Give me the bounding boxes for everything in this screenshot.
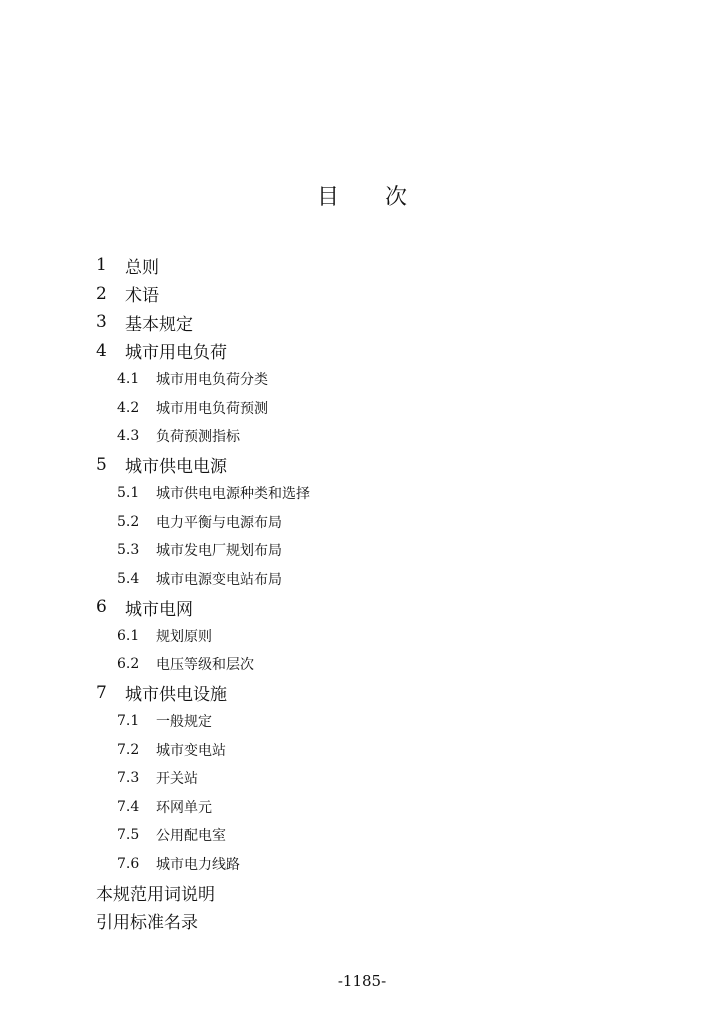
toc-entry-number: 7.3: [117, 770, 140, 787]
page-title-left: 目: [316, 185, 339, 210]
toc-entry-label: 本规范用词说明: [96, 884, 215, 905]
toc-entry-section[interactable]: [0, 479, 724, 508]
toc-entry-label: 城市供电电源种类和选择: [156, 486, 310, 503]
toc-entry-section[interactable]: [0, 650, 724, 679]
toc-entry-label: 城市供电设施: [125, 685, 227, 706]
toc-entry-number: 5: [96, 454, 107, 475]
toc-entry-chapter[interactable]: [0, 308, 724, 337]
toc-entry-chapter[interactable]: [0, 593, 724, 622]
toc-entry-number: 5.4: [117, 570, 140, 587]
toc-entry-number: 2: [96, 283, 107, 304]
toc-entry-number: 7: [96, 682, 107, 703]
toc-entry-label: 城市变电站: [156, 742, 226, 759]
page-number: -1185-: [337, 972, 387, 990]
toc-entry-number: 4.3: [117, 428, 140, 445]
toc-entry-number: 7.6: [117, 855, 140, 872]
toc-entry-number: 7.1: [117, 713, 140, 730]
toc-entry-label: 一般规定: [156, 714, 212, 731]
toc-entry-section[interactable]: [0, 394, 724, 423]
toc-entry-number: 4.2: [117, 399, 140, 416]
toc-entry-chapter[interactable]: [0, 251, 724, 280]
toc-entry-label: 规划原则: [156, 628, 212, 645]
toc-entry-label: 电力平衡与电源布局: [156, 514, 282, 531]
toc-entry-number: 5.1: [117, 485, 140, 502]
toc-entry-label: 公用配电室: [156, 828, 226, 845]
toc-entry-label: 城市电力线路: [156, 856, 240, 873]
toc-entry-number: 4.1: [117, 371, 140, 388]
toc-entry-chapter[interactable]: [0, 679, 724, 708]
toc-entry-number: 5.3: [117, 542, 140, 559]
toc-entry-label: 开关站: [156, 771, 198, 788]
toc-entry-appendix[interactable]: [0, 878, 724, 907]
toc-entry-section[interactable]: [0, 793, 724, 822]
toc-entry-section[interactable]: [0, 508, 724, 537]
toc-entry-label: 城市发电厂规划布局: [156, 543, 282, 560]
toc-entry-number: 7.2: [117, 741, 140, 758]
toc-entry-label: 城市用电负荷分类: [156, 372, 268, 389]
toc-entry-label: 引用标准名录: [96, 913, 198, 934]
toc-entry-label: 城市供电电源: [125, 457, 227, 478]
toc-entry-section[interactable]: [0, 622, 724, 651]
toc-entry-chapter[interactable]: [0, 337, 724, 366]
toc-entry-section[interactable]: [0, 736, 724, 765]
toc-entry-section[interactable]: [0, 821, 724, 850]
toc-entry-section[interactable]: [0, 365, 724, 394]
toc-entry-label: 城市电网: [125, 599, 193, 620]
toc-entry-section[interactable]: [0, 422, 724, 451]
toc-entry-section[interactable]: [0, 764, 724, 793]
toc-entry-section[interactable]: [0, 565, 724, 594]
toc-entry-number: 7.4: [117, 798, 140, 815]
toc-entry-label: 基本规定: [125, 314, 193, 335]
toc-entry-label: 总则: [125, 257, 159, 278]
toc-entry-section[interactable]: [0, 850, 724, 879]
toc-entry-label: 城市用电负荷: [125, 343, 227, 364]
toc-entry-number: 1: [96, 255, 107, 276]
toc-entry-label: 术语: [125, 286, 159, 307]
toc-entry-section[interactable]: [0, 536, 724, 565]
toc-entry-number: 3: [96, 312, 107, 333]
table-of-contents: [0, 251, 724, 935]
toc-entry-chapter[interactable]: [0, 280, 724, 309]
toc-entry-label: 环网单元: [156, 799, 212, 816]
toc-entry-label: 城市电源变电站布局: [156, 571, 282, 588]
toc-entry-appendix[interactable]: [0, 907, 724, 936]
toc-entry-label: 负荷预测指标: [156, 429, 240, 446]
page-title-right: 次: [385, 185, 408, 210]
page-title: [0, 180, 724, 211]
toc-entry-label: 城市用电负荷预测: [156, 400, 268, 417]
toc-entry-label: 电压等级和层次: [156, 657, 254, 674]
toc-entry-number: 6.1: [117, 627, 140, 644]
toc-entry-number: 6.2: [117, 656, 140, 673]
toc-entry-number: 6: [96, 597, 107, 618]
toc-entry-section[interactable]: [0, 707, 724, 736]
toc-entry-number: 4: [96, 340, 107, 361]
toc-entry-number: 5.2: [117, 513, 140, 530]
toc-entry-number: 7.5: [117, 827, 140, 844]
toc-entry-chapter[interactable]: [0, 451, 724, 480]
